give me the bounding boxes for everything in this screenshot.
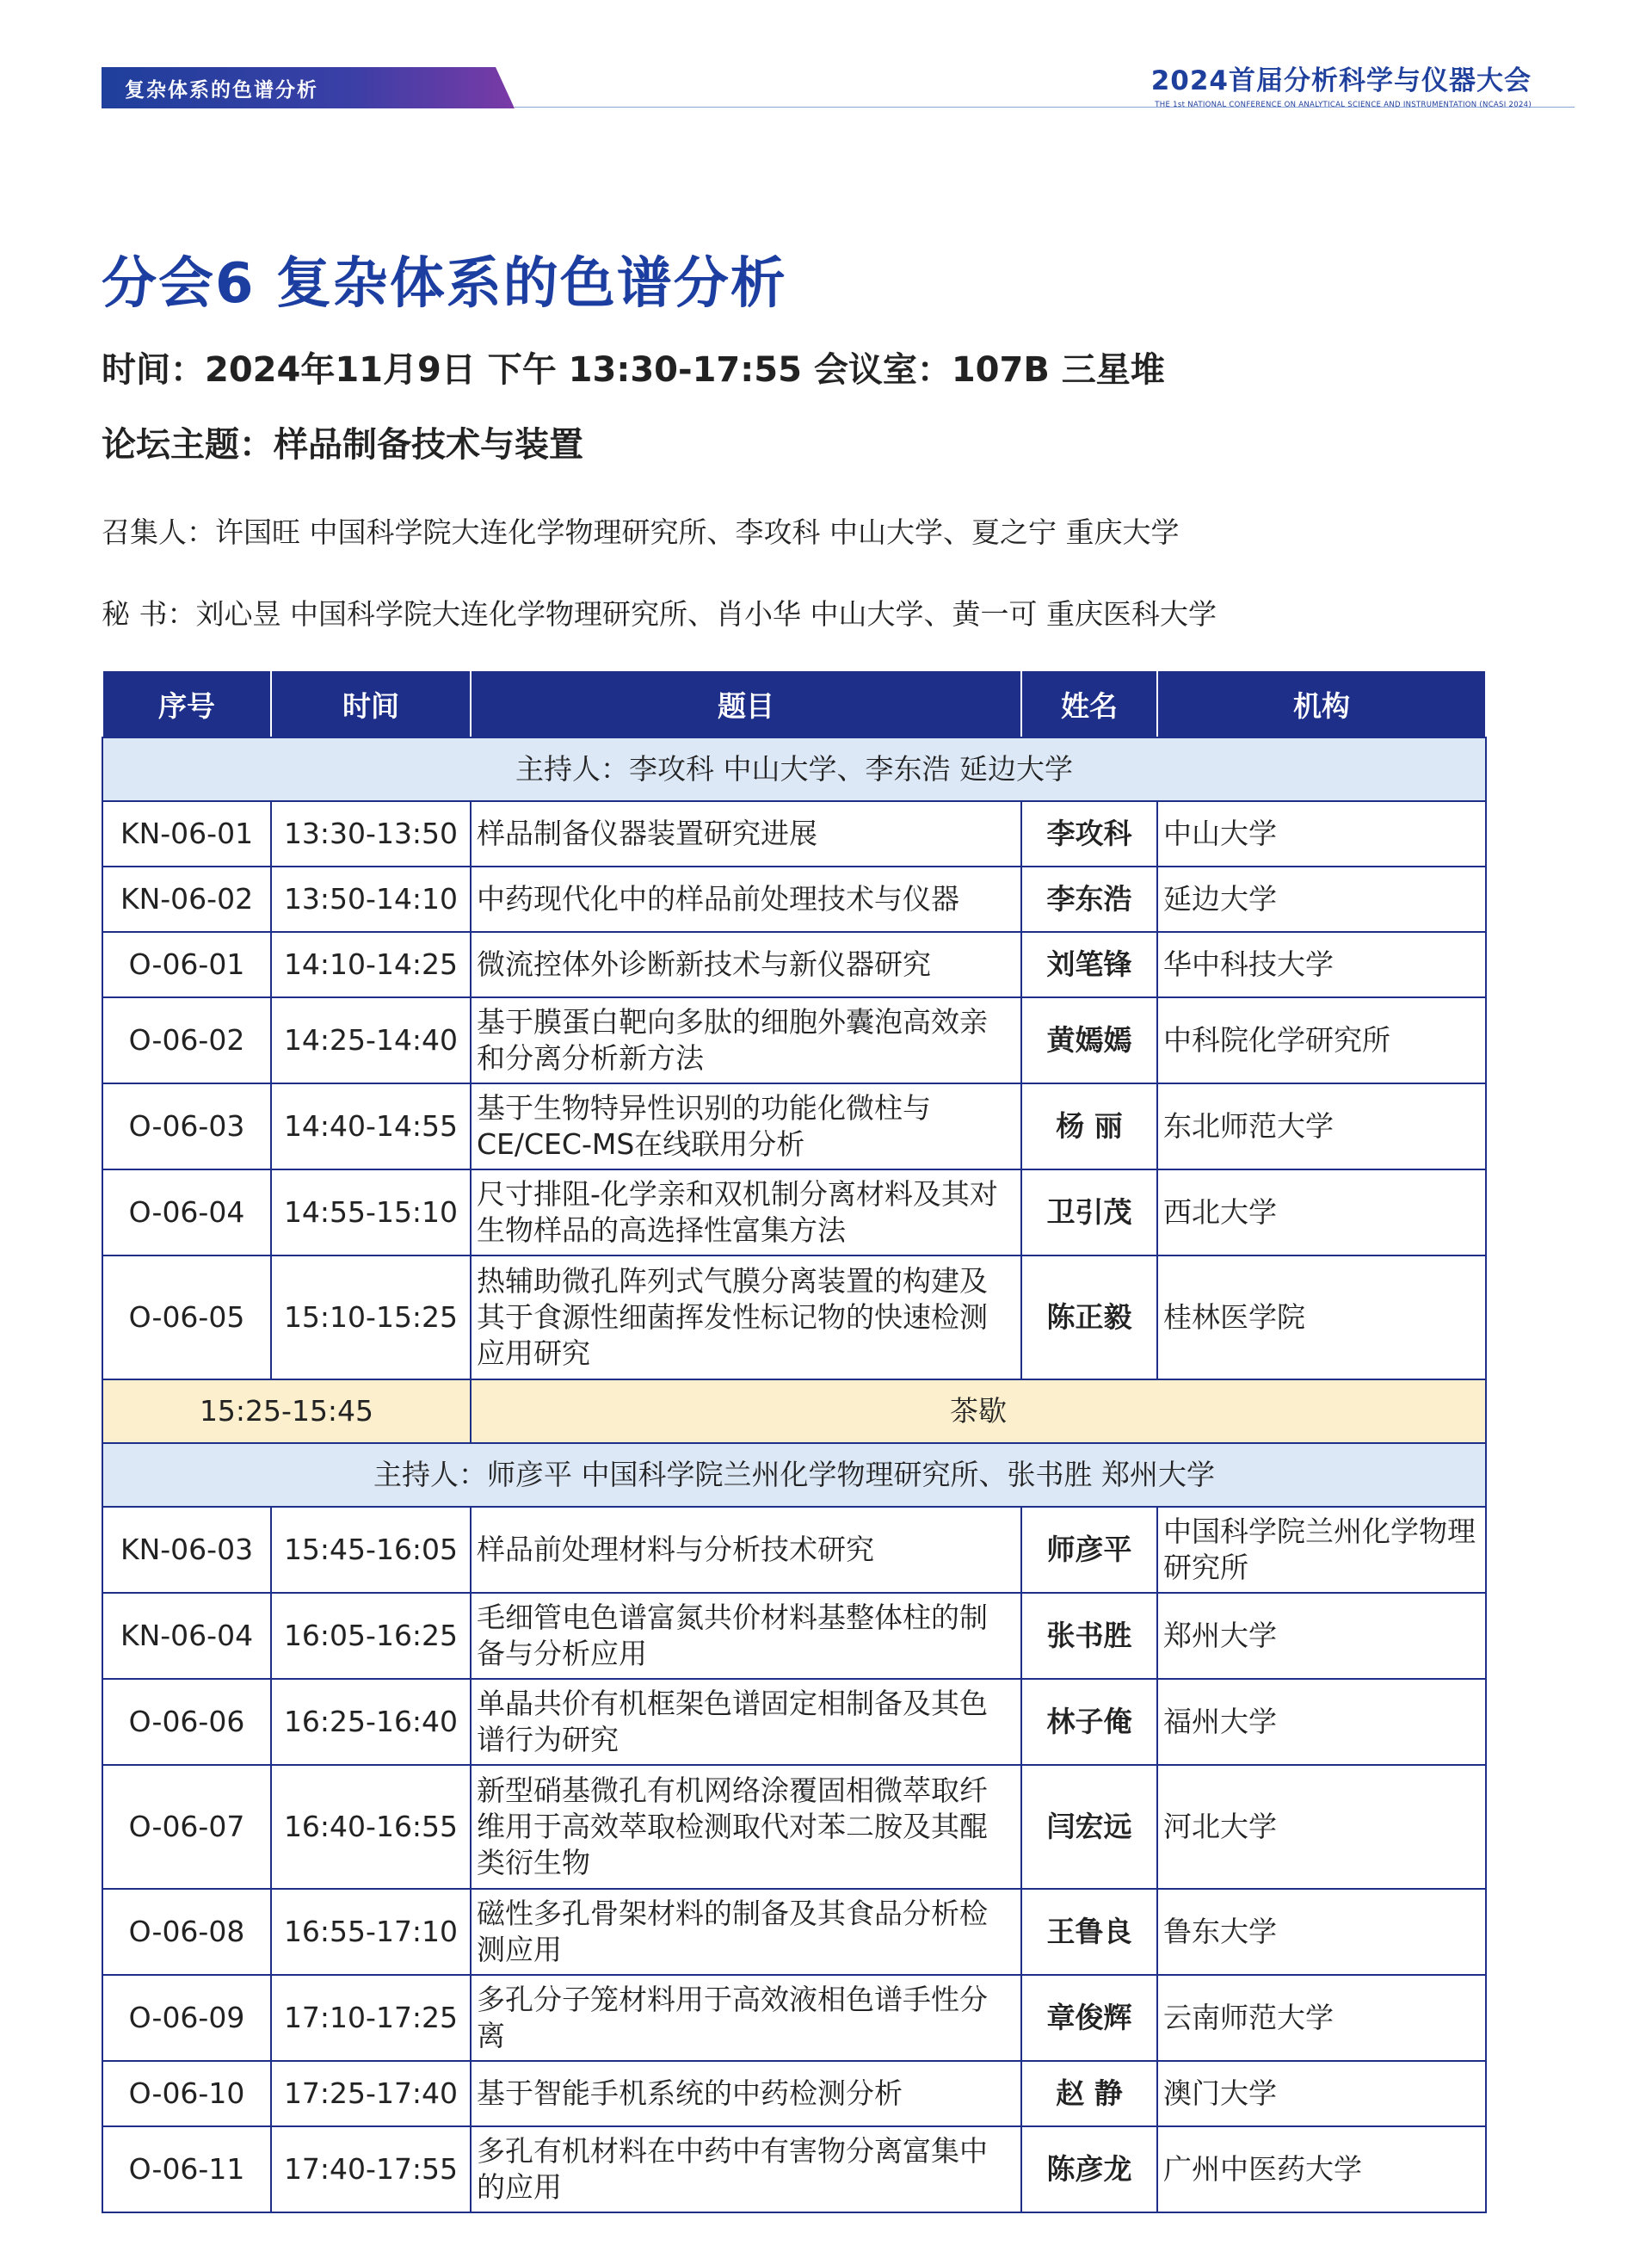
- cell-title: 微流控体外诊断新技术与新仪器研究: [471, 932, 1021, 997]
- tea-break-row: [102, 1379, 1486, 1443]
- cell-id: O-06-07: [102, 1765, 271, 1889]
- table-row: [102, 2061, 1486, 2126]
- table-row: [102, 1889, 1486, 1975]
- cell-time: 13:50-14:10: [271, 867, 471, 932]
- cell-org: 福州大学: [1157, 1679, 1486, 1765]
- cell-title: 中药现代化中的样品前处理技术与仪器: [471, 867, 1021, 932]
- cell-id: O-06-08: [102, 1889, 271, 1975]
- cell-title: 基于智能手机系统的中药检测分析: [471, 2061, 1021, 2126]
- conference-title: 2024首届分析科学与仪器大会: [1150, 65, 1532, 96]
- cell-id: KN-06-04: [102, 1593, 271, 1679]
- cell-id: O-06-10: [102, 2061, 271, 2126]
- table-row: [102, 1765, 1486, 1889]
- cell-time: 16:25-16:40: [271, 1679, 471, 1765]
- cell-time: 15:10-15:25: [271, 1255, 471, 1379]
- session-time-line: 时间：2024年11月9日 下午 13:30-17:55 会议室：107B 三星堆: [102, 350, 1165, 390]
- forum-theme: 论坛主题：样品制备技术与装置: [102, 425, 583, 465]
- cell-org: 中山大学: [1157, 801, 1486, 867]
- table-header-row: [102, 670, 1486, 737]
- cell-org: 东北师范大学: [1157, 1083, 1486, 1169]
- cell-title: 毛细管电色谱富氮共价材料基整体柱的制备与分析应用: [471, 1593, 1021, 1679]
- cell-org: 郑州大学: [1157, 1593, 1486, 1679]
- cell-time: 14:40-14:55: [271, 1083, 471, 1169]
- cell-name: 章俊辉: [1021, 1975, 1157, 2061]
- cell-time: 16:40-16:55: [271, 1765, 471, 1889]
- header-cell-id: 序号: [102, 670, 271, 737]
- cell-time: 13:30-13:50: [271, 801, 471, 867]
- cell-title: 样品制备仪器装置研究进展: [471, 801, 1021, 867]
- cell-title: 多孔有机材料在中药中有害物分离富集中的应用: [471, 2126, 1021, 2212]
- cell-name: 陈正毅: [1021, 1255, 1157, 1379]
- cell-org: 桂林医学院: [1157, 1255, 1486, 1379]
- cell-time: 14:10-14:25: [271, 932, 471, 997]
- cell-title: 多孔分子笼材料用于高效液相色谱手性分离: [471, 1975, 1021, 2061]
- cell-id: O-06-09: [102, 1975, 271, 2061]
- table-row: [102, 1507, 1486, 1593]
- break-time: 15:25-15:45: [102, 1379, 471, 1443]
- host-text-1: 主持人：李攻科 中山大学、李东浩 延边大学: [102, 737, 1486, 801]
- cell-name: 黄嫣嫣: [1021, 997, 1157, 1083]
- cell-title: 基于膜蛋白靶向多肽的细胞外囊泡高效亲和分离分析新方法: [471, 997, 1021, 1083]
- session-title: 分会6 复杂体系的色谱分析: [102, 252, 787, 316]
- header-cell-title: 题目: [471, 670, 1021, 737]
- table-row: [102, 932, 1486, 997]
- cell-org: 延边大学: [1157, 867, 1486, 932]
- host-text-2: 主持人：师彦平 中国科学院兰州化学物理研究所、张书胜 郑州大学: [102, 1443, 1486, 1507]
- cell-org: 中科院化学研究所: [1157, 997, 1486, 1083]
- table-row: [102, 1255, 1486, 1379]
- cell-title: 磁性多孔骨架材料的制备及其食品分析检测应用: [471, 1889, 1021, 1975]
- cell-title: 样品前处理材料与分析技术研究: [471, 1507, 1021, 1593]
- header-cell-org: 机构: [1157, 670, 1486, 737]
- header-cell-time: 时间: [271, 670, 471, 737]
- table-row: [102, 801, 1486, 867]
- cell-name: 闫宏远: [1021, 1765, 1157, 1889]
- cell-title: 单晶共价有机框架色谱固定相制备及其色谱行为研究: [471, 1679, 1021, 1765]
- table-row: [102, 1975, 1486, 2061]
- cell-time: 17:25-17:40: [271, 2061, 471, 2126]
- cell-id: O-06-11: [102, 2126, 271, 2212]
- cell-id: O-06-04: [102, 1169, 271, 1255]
- table-row: [102, 1083, 1486, 1169]
- table-row: [102, 1169, 1486, 1255]
- cell-id: O-06-03: [102, 1083, 271, 1169]
- convener-line: 召集人：许国旺 中国科学院大连化学物理研究所、李攻科 中山大学、夏之宁 重庆大学: [102, 515, 1180, 549]
- cell-time: 14:55-15:10: [271, 1169, 471, 1255]
- header-cell-name: 姓名: [1021, 670, 1157, 737]
- cell-org: 鲁东大学: [1157, 1889, 1486, 1975]
- cell-title: 尺寸排阻-化学亲和双机制分离材料及其对生物样品的高选择性富集方法: [471, 1169, 1021, 1255]
- table-row: [102, 2126, 1486, 2212]
- table-row: [102, 867, 1486, 932]
- conference-subtitle: THE 1st NATIONAL CONFERENCE ON ANALYTICAL SCIENCE AND INSTRUMENTATION (NCASI 2024): [1155, 101, 1532, 109]
- cell-org: 河北大学: [1157, 1765, 1486, 1889]
- secretary-line: 秘 书：刘心昱 中国科学院大连化学物理研究所、肖小华 中山大学、黄一可 重庆医科大学: [102, 597, 1217, 631]
- cell-org: 华中科技大学: [1157, 932, 1486, 997]
- cell-time: 17:40-17:55: [271, 2126, 471, 2212]
- cell-title: 热辅助微孔阵列式气膜分离装置的构建及其于食源性细菌挥发性标记物的快速检测应用研究: [471, 1255, 1021, 1379]
- cell-name: 陈彦龙: [1021, 2126, 1157, 2212]
- break-label: 茶歇: [471, 1379, 1486, 1443]
- cell-org: 西北大学: [1157, 1169, 1486, 1255]
- cell-time: 16:55-17:10: [271, 1889, 471, 1975]
- cell-id: KN-06-03: [102, 1507, 271, 1593]
- header-conference: [1151, 59, 1532, 109]
- cell-id: O-06-05: [102, 1255, 271, 1379]
- cell-name: 师彦平: [1021, 1507, 1157, 1593]
- table-row: [102, 997, 1486, 1083]
- cell-title: 新型硝基微孔有机网络涂覆固相微萃取纤维用于高效萃取检测取代对苯二胺及其醌类衍生物: [471, 1765, 1021, 1889]
- cell-name: 卫引茂: [1021, 1169, 1157, 1255]
- cell-name: 刘笔锋: [1021, 932, 1157, 997]
- cell-id: KN-06-02: [102, 867, 271, 932]
- table-row: [102, 1593, 1486, 1679]
- cell-id: O-06-02: [102, 997, 271, 1083]
- schedule-table: [102, 669, 1487, 2213]
- cell-org: 中国科学院兰州化学物理研究所: [1157, 1507, 1486, 1593]
- cell-name: 李攻科: [1021, 801, 1157, 867]
- cell-time: 17:10-17:25: [271, 1975, 471, 2061]
- cell-time: 16:05-16:25: [271, 1593, 471, 1679]
- cell-name: 杨 丽: [1021, 1083, 1157, 1169]
- cell-name: 张书胜: [1021, 1593, 1157, 1679]
- cell-name: 王鲁良: [1021, 1889, 1157, 1975]
- cell-org: 广州中医药大学: [1157, 2126, 1486, 2212]
- cell-id: O-06-06: [102, 1679, 271, 1765]
- host-row-1: [102, 737, 1486, 801]
- cell-title: 基于生物特异性识别的功能化微柱与CE/CEC-MS在线联用分析: [471, 1083, 1021, 1169]
- cell-id: O-06-01: [102, 932, 271, 997]
- cell-name: 李东浩: [1021, 867, 1157, 932]
- table-row: [102, 1679, 1486, 1765]
- host-row-2: [102, 1443, 1486, 1507]
- cell-name: 赵 静: [1021, 2061, 1157, 2126]
- cell-time: 15:45-16:05: [271, 1507, 471, 1593]
- cell-org: 云南师范大学: [1157, 1975, 1486, 2061]
- cell-org: 澳门大学: [1157, 2061, 1486, 2126]
- cell-name: 林子俺: [1021, 1679, 1157, 1765]
- cell-id: KN-06-01: [102, 801, 271, 867]
- cell-time: 14:25-14:40: [271, 997, 471, 1083]
- header-section-tag: 复杂体系的色谱分析: [125, 79, 318, 102]
